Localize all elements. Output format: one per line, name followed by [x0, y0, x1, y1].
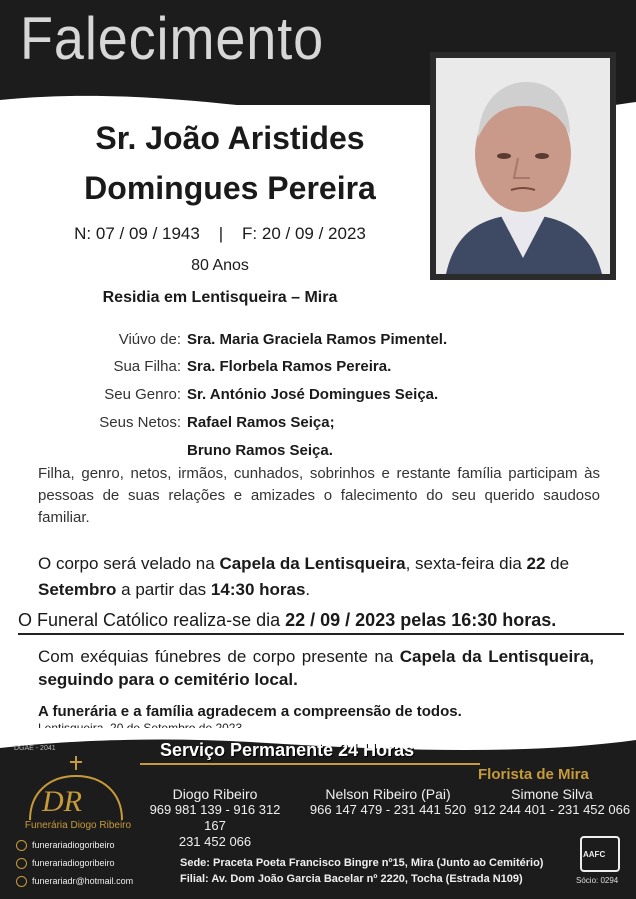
address-block: [180, 855, 543, 887]
wake-day: 22: [526, 554, 546, 573]
family-row: [0, 442, 636, 464]
deceased-name-line1: Sr. João Aristides: [95, 120, 365, 156]
wake-text: O corpo será velado na: [38, 554, 220, 573]
birth-death-dates: N: 07 / 09 / 1943 | F: 20 / 09 / 2023: [74, 224, 366, 243]
family-row: [0, 414, 636, 436]
contact-phones: 912 244 401 - 231 452 066: [473, 802, 631, 817]
contact-phones: 966 147 479 - 231 441 520: [309, 802, 467, 817]
wake-time: 14:30 horas: [210, 580, 306, 599]
florist-name: Florista de Mira: [478, 766, 589, 783]
address-filial: Filial: Av. Dom João Garcia Bacelar nº 2220, Tocha (Estrada N109): [180, 873, 523, 885]
deceased-name-line2: Domingues Pereira: [84, 170, 376, 206]
exequias-place: Capela da Lentisqueira, seguindo para o cemitério local.: [38, 647, 594, 689]
age: 80 Anos: [191, 257, 249, 274]
family-label: Viúvo de:: [118, 331, 181, 348]
wake-info: [38, 551, 600, 603]
family-value: Bruno Ramos Seiça.: [187, 442, 333, 459]
exequias-text: Com exéquias fúnebres de corpo presente na: [38, 647, 400, 666]
wake-text: de: [545, 554, 570, 573]
portrait-frame: [430, 52, 616, 280]
social-email[interactable]: funerariadr@hotmail.com: [32, 876, 134, 886]
contact-name: Nelson Ribeiro (Pai): [325, 786, 451, 802]
funeral-datetime: 22 / 09 / 2023 pelas 16:30 horas.: [285, 610, 557, 630]
contact-name: Simone Silva: [511, 786, 593, 802]
logo-name: Funerária Diogo Ribeiro: [24, 820, 132, 831]
instagram-icon: [16, 858, 27, 869]
family-label: Seus Netos:: [99, 414, 181, 431]
divider: [140, 763, 480, 765]
family-label: Seu Genro:: [104, 386, 181, 403]
funeral-text: O Funeral Católico realiza-se dia: [18, 610, 286, 630]
contact-block: [472, 786, 632, 818]
family-value: Sra. Maria Graciela Ramos Pimentel.: [187, 331, 448, 348]
exequias-info: [38, 645, 594, 691]
certification-label: AAFC: [583, 850, 606, 859]
member-number: Sócio: 0294: [576, 876, 619, 885]
family-row: [0, 386, 636, 408]
family-value: Rafael Ramos Seiça;: [187, 414, 335, 431]
wake-text: a partir das: [116, 580, 211, 599]
wake-month: Setembro: [38, 580, 117, 599]
wake-text: .: [305, 580, 311, 599]
social-facebook[interactable]: funerariadiogoribeiro: [32, 840, 115, 850]
page-title: Falecimento: [20, 5, 325, 72]
contact-name: Diogo Ribeiro: [172, 786, 258, 802]
residence: Residia em Lentisqueira – Mira: [102, 289, 338, 306]
family-row: [0, 358, 636, 380]
wake-place: Capela da Lentisqueira: [219, 554, 406, 573]
facebook-icon: [16, 840, 27, 851]
portrait-photo: [436, 58, 610, 274]
family-row: [0, 331, 636, 353]
funeral-info: [18, 610, 624, 635]
logo-initials: DR: [42, 785, 82, 818]
service-banner: Serviço Permanente 24 Horas: [160, 740, 415, 760]
family-value: Sr. António José Domingues Seiça.: [187, 386, 439, 403]
announcement-text: Filha, genro, netos, irmãos, cunhados, sobrinhos e restante família participam às pessoas de suas relações e amizades o falecimento do seu querido saudoso familiar.: [38, 465, 600, 526]
address-sede: Sede: Praceta Poeta Francisco Bingre nº15, Mira (Junto ao Cemitério): [180, 857, 544, 869]
family-value: Sra. Florbela Ramos Pereira.: [187, 358, 392, 375]
contact-block: [303, 786, 473, 818]
thanks-text: A funerária e a família agradecem a compreensão de todos.: [38, 703, 462, 720]
email-icon: [16, 876, 27, 887]
wake-text: , sexta-feira dia: [405, 554, 527, 573]
dgae-code: DGAE - 2041: [14, 745, 56, 752]
contact-phones: 969 981 139 - 916 312 167: [149, 802, 281, 833]
family-label: Sua Filha:: [113, 358, 181, 375]
contact-block: [140, 786, 290, 850]
contact-phones: 231 452 066: [178, 834, 252, 849]
social-instagram[interactable]: funerariadiogoribeiro: [32, 858, 115, 868]
